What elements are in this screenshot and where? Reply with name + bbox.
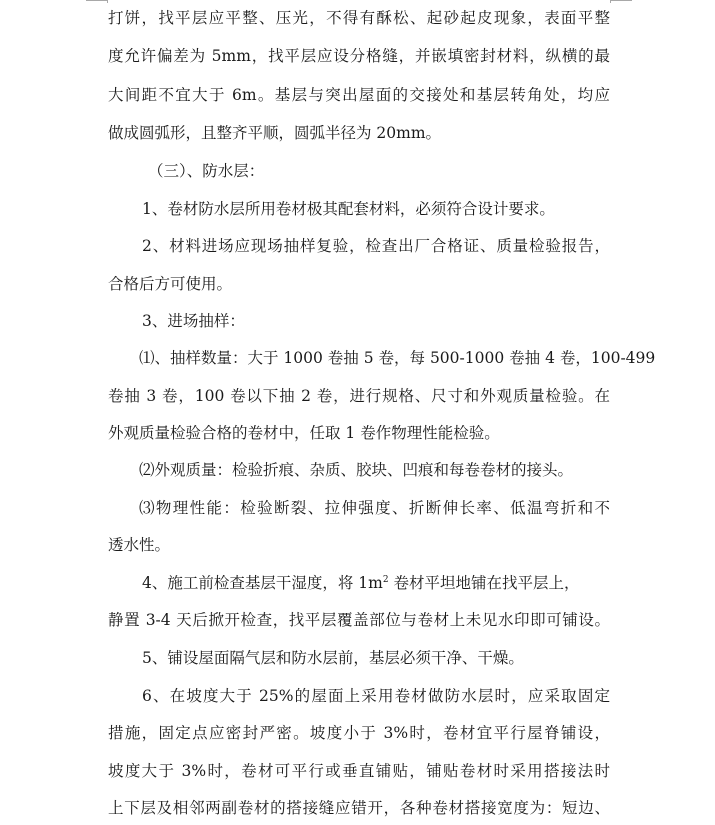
text-line: 3、进场抽样：: [142, 312, 245, 330]
text-line: ⑶物理性能：检验断裂、拉伸强度、折断伸长率、低温弯折和不: [139, 499, 610, 517]
text-line: 度允许偏差为 5mm，找平层应设分格缝，并嵌填密封材料，纵横的最: [108, 47, 610, 65]
text-line: 大间距不宜大于 6m。基层与突出屋面的交接处和基层转角处，均应: [108, 86, 610, 104]
text-line: ⑵外观质量：检验折痕、杂质、胶块、凹痕和每卷卷材的接头。: [139, 461, 574, 479]
text-line: 卷抽 3 卷，100 卷以下抽 2 卷，进行规格、尺寸和外观质量检验。在: [108, 387, 610, 405]
text-line: 措施，固定点应密封严密。坡度小于 3%时，卷材宜平行屋脊铺设，: [108, 724, 610, 742]
text-line: 透水性。: [108, 536, 171, 554]
text-run: 卷材平坦地铺在找平层上，: [388, 574, 580, 592]
text-line: 做成圆弧形，且整齐平顺，圆弧半径为 20mm。: [108, 124, 442, 142]
text-line: 打饼，找平层应平整、压光，不得有酥松、起砂起皮现象，表面平整: [108, 9, 610, 27]
crop-mark-top-left-vertical: [107, 0, 108, 3]
text-line: 6、在坡度大于 25%的屋面上采用卷材做防水层时，应采取固定: [142, 687, 610, 705]
text-line: 1、卷材防水层所用卷材极其配套材料，必须符合设计要求。: [142, 200, 555, 218]
text-line: [108, 571, 610, 595]
text-line: ⑴、抽样数量：大于 1000 卷抽 5 卷，每 500-1000 卷抽 4 卷，100-499: [139, 349, 656, 367]
text-line: 上下层及相邻两副卷材的搭接缝应错开，各种卷材搭接宽度为：短边、: [108, 799, 610, 817]
crop-mark-top-right-vertical: [610, 0, 611, 3]
text-run: 4、施工前检查基层干湿度，将 1m: [142, 574, 383, 592]
superscript: 2: [382, 574, 389, 585]
text-line: 合格后方可使用。: [108, 275, 233, 293]
crop-mark-top-left-horizontal: [86, 0, 108, 1]
text-line: 外观质量检验合格的卷材中，任取 1 卷作物理性能检验。: [108, 424, 500, 442]
text-line: 5、铺设屋面隔气层和防水层前，基层必须干净、干燥。: [142, 649, 524, 667]
text-line: 坡度大于 3%时，卷材可平行或垂直铺贴，铺贴卷材时采用搭接法时: [108, 762, 610, 780]
text-line: 静置 3-4 天后掀开检查，找平层覆盖部位与卷材上未见水印即可铺设。: [108, 611, 610, 629]
section-heading: （三）、防水层：: [148, 162, 265, 180]
text-line: 2、材料进场应现场抽样复验，检查出厂合格证、质量检验报告，: [142, 237, 610, 255]
crop-mark-top-right-horizontal: [610, 0, 632, 1]
